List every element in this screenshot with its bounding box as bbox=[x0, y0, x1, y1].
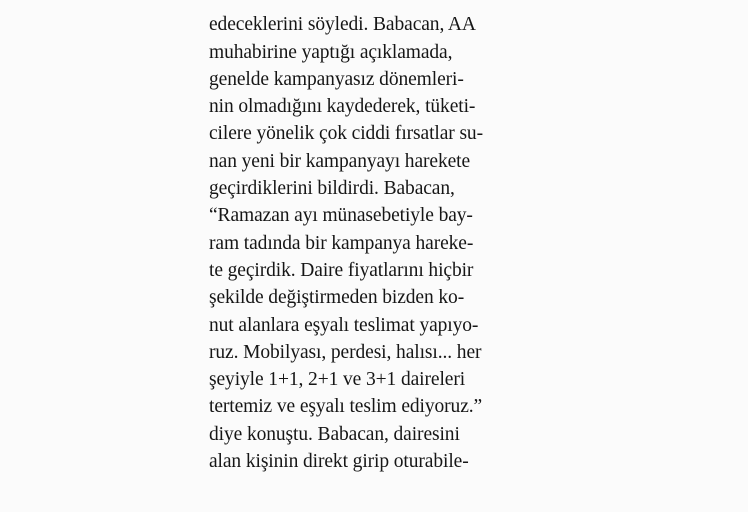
text-line: geçirdiklerini bildirdi. Babacan, bbox=[209, 178, 455, 200]
text-line: şekilde değiştirmeden bizden ko- bbox=[209, 287, 465, 309]
text-line: “Ramazan ayı münasebetiyle bay- bbox=[209, 205, 473, 227]
text-line: ram tadında bir kampanya hareke- bbox=[209, 232, 474, 254]
text-line: tertemiz ve eşyalı teslim ediyoruz.” bbox=[209, 396, 483, 418]
text-line-cut-bottom bbox=[209, 475, 539, 502]
text-line: alan kişinin direkt girip oturabile- bbox=[209, 451, 469, 473]
text-line: edeceklerini söyledi. Babacan, AA bbox=[209, 14, 476, 36]
text-line: nut alanlara eşyalı teslimat yapıyo- bbox=[209, 314, 479, 336]
text-line: şeyiyle 1+1, 2+1 ve 3+1 daireleri bbox=[209, 369, 466, 391]
text-line: nin olmadığını kaydederek, tüketi- bbox=[209, 96, 476, 118]
text-line: genelde kampanyasız dönemleri- bbox=[209, 68, 464, 90]
article-column bbox=[209, 0, 539, 503]
text-line: cilere yönelik çok ciddi fırsatlar su- bbox=[209, 123, 483, 145]
text-line: ruz. Mobilyası, perdesi, halısı... her bbox=[209, 341, 482, 363]
text-line: te geçirdik. Daire fiyatlarını hiçbir bbox=[209, 259, 474, 281]
text-line: muhabirine yaptığı açıklamada, bbox=[209, 41, 453, 63]
text-line: diye konuştu. Babacan, dairesini bbox=[209, 423, 460, 445]
text-line: nan yeni bir kampanyayı harekete bbox=[209, 150, 471, 172]
text-line-cut-top bbox=[209, 0, 539, 11]
